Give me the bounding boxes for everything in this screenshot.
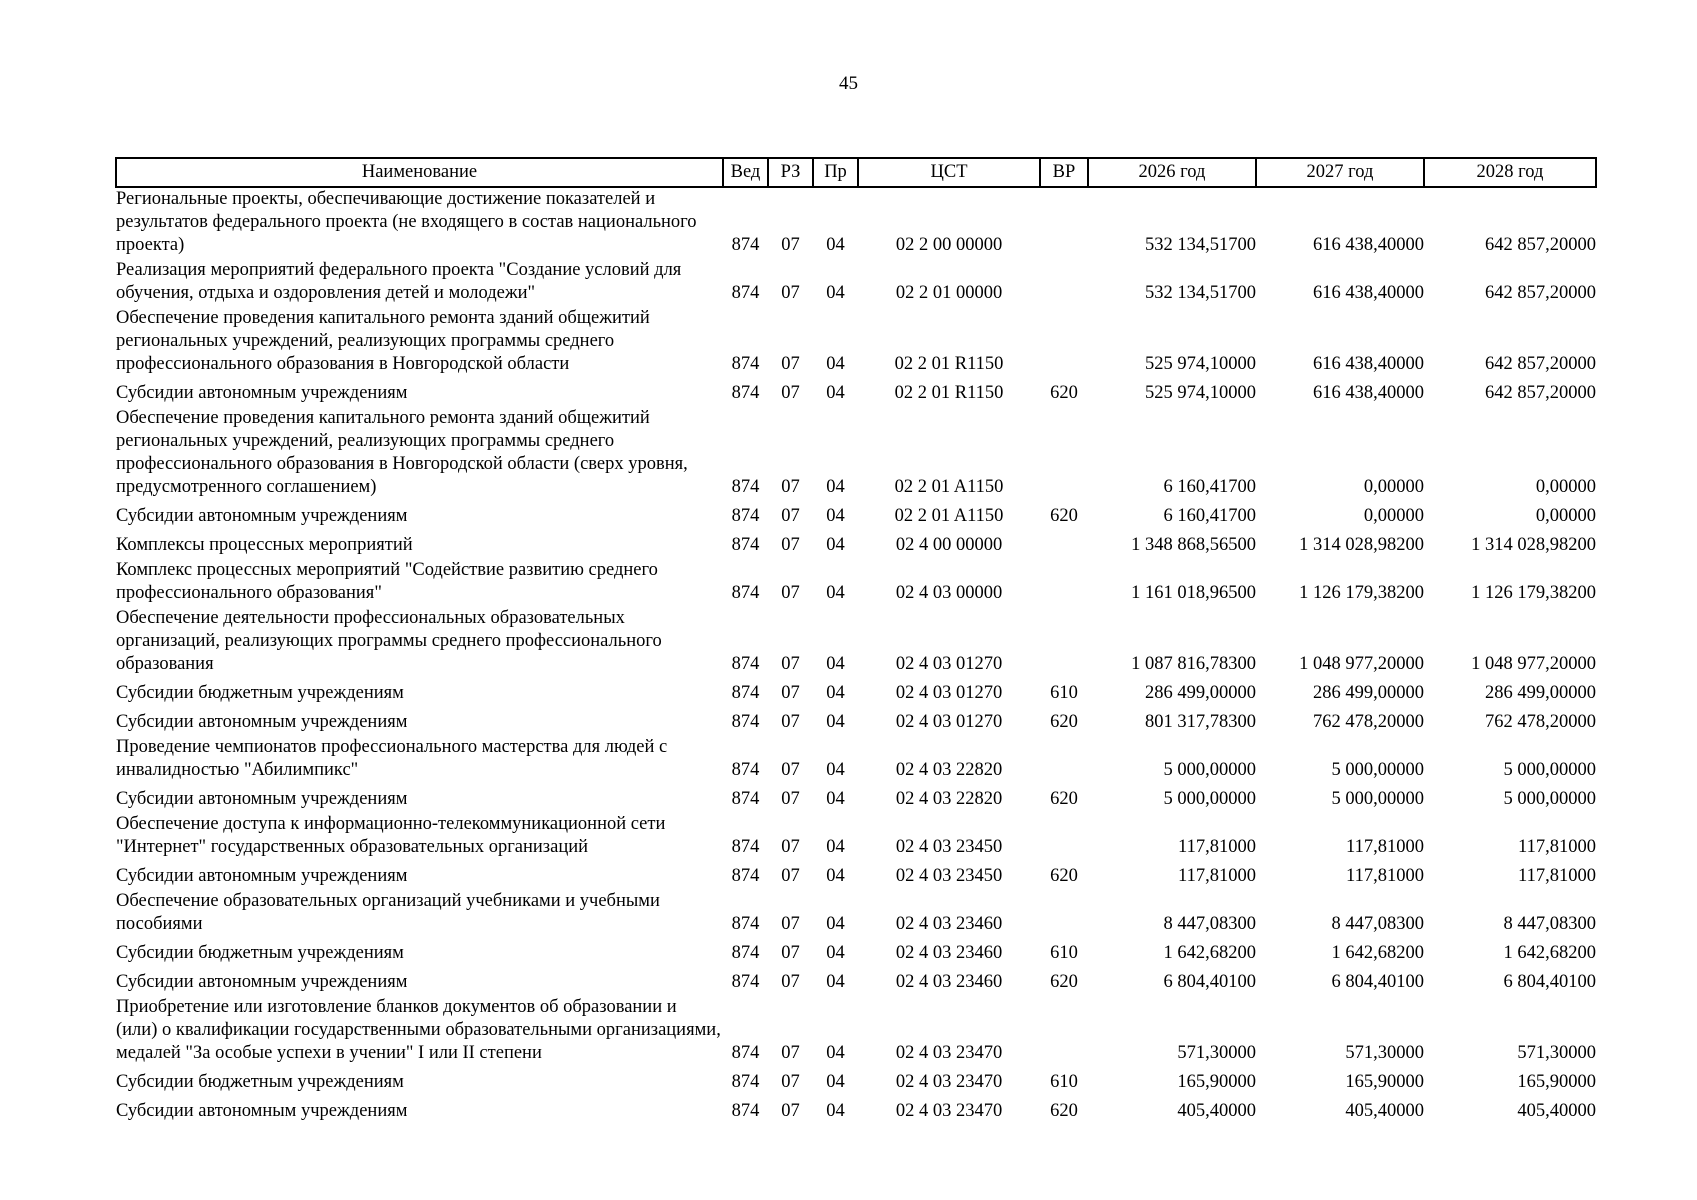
cell-2028: 5 000,00000 — [1503, 760, 1596, 780]
cell-pr: 04 — [826, 1043, 845, 1063]
cell-2028: 642 857,20000 — [1485, 354, 1596, 374]
cell-2026: 286 499,00000 — [1145, 683, 1256, 703]
table-row — [116, 813, 1596, 861]
cell-rz: 07 — [781, 354, 800, 374]
cell-2027: 616 438,40000 — [1313, 383, 1424, 403]
cell-pr: 04 — [826, 383, 845, 403]
cell-2026: 117,81000 — [1178, 866, 1256, 886]
header-ved: Вед — [723, 158, 768, 187]
cell-name: Региональные проекты, обеспечивающие достижение показателей и результатов федерального проекта (не входящего в состав национального проекта) — [116, 189, 697, 255]
cell-rz: 07 — [781, 506, 800, 526]
cell-cst: 02 4 03 23470 — [895, 1043, 1003, 1063]
cell-ved: 874 — [731, 837, 760, 857]
table-row — [116, 707, 1596, 736]
cell-2028: 0,00000 — [1535, 506, 1596, 526]
cell-2027: 117,81000 — [1346, 837, 1424, 857]
cell-name: Комплексы процессных мероприятий — [116, 535, 413, 555]
cell-2028: 6 804,40100 — [1503, 972, 1596, 992]
cell-2026: 6 160,41700 — [1163, 477, 1256, 497]
cell-cst: 02 4 03 23470 — [895, 1101, 1003, 1121]
cell-rz: 07 — [781, 789, 800, 809]
cell-2027: 0,00000 — [1363, 477, 1424, 497]
header-2026: 2026 год — [1088, 158, 1256, 187]
cell-2026: 117,81000 — [1178, 837, 1256, 857]
cell-pr: 04 — [826, 354, 845, 374]
cell-rz: 07 — [781, 235, 800, 255]
cell-cst: 02 4 03 23450 — [895, 866, 1003, 886]
cell-pr: 04 — [826, 1072, 845, 1092]
header-2028: 2028 год — [1424, 158, 1596, 187]
cell-name: Реализация мероприятий федерального проекта "Создание условий для обучения, отдыха и оздоровления детей и молодежи" — [116, 260, 682, 303]
cell-2026: 571,30000 — [1177, 1043, 1256, 1063]
cell-name: Субсидии автономным учреждениям — [116, 972, 408, 992]
cell-2026: 8 447,08300 — [1163, 914, 1256, 934]
cell-ved: 874 — [731, 383, 760, 403]
cell-ved: 874 — [731, 535, 760, 555]
cell-ved: 874 — [731, 760, 760, 780]
cell-pr: 04 — [826, 583, 845, 603]
cell-2028: 642 857,20000 — [1485, 283, 1596, 303]
cell-name: Субсидии бюджетным учреждениям — [116, 1072, 404, 1092]
cell-2027: 616 438,40000 — [1313, 354, 1424, 374]
cell-pr: 04 — [826, 943, 845, 963]
header-rz: РЗ — [768, 158, 813, 187]
cell-cst: 02 2 01 A1150 — [894, 506, 1004, 526]
cell-ved: 874 — [731, 943, 760, 963]
budget-table — [115, 157, 1597, 1125]
table-row — [116, 678, 1596, 707]
table-row — [116, 784, 1596, 813]
cell-rz: 07 — [781, 972, 800, 992]
cell-cst: 02 2 01 00000 — [895, 283, 1003, 303]
cell-rz: 07 — [781, 866, 800, 886]
cell-ved: 874 — [731, 477, 760, 497]
cell-cst: 02 2 00 00000 — [895, 235, 1003, 255]
cell-vr: 620 — [1050, 972, 1078, 992]
cell-ved: 874 — [731, 235, 760, 255]
cell-rz: 07 — [781, 477, 800, 497]
cell-rz: 07 — [781, 914, 800, 934]
cell-cst: 02 4 03 23460 — [895, 972, 1003, 992]
cell-vr — [1040, 813, 1088, 861]
cell-pr: 04 — [826, 654, 845, 674]
cell-2027: 6 804,40100 — [1331, 972, 1424, 992]
cell-name: Проведение чемпионатов профессионального мастерства для людей с инвалидностью "Абилимпикс" — [116, 737, 668, 780]
table-row — [116, 996, 1596, 1067]
cell-2028: 405,40000 — [1517, 1101, 1596, 1121]
cell-name: Субсидии бюджетным учреждениям — [116, 943, 404, 963]
cell-rz: 07 — [781, 760, 800, 780]
cell-2028: 117,81000 — [1518, 837, 1596, 857]
cell-ved: 874 — [731, 1101, 760, 1121]
cell-2026: 1 087 816,78300 — [1131, 654, 1256, 674]
table-row — [116, 259, 1596, 307]
cell-vr: 620 — [1050, 712, 1078, 732]
cell-ved: 874 — [731, 654, 760, 674]
cell-name: Субсидии бюджетным учреждениям — [116, 683, 404, 703]
cell-2027: 405,40000 — [1345, 1101, 1424, 1121]
cell-vr: 610 — [1050, 1072, 1078, 1092]
cell-2028: 117,81000 — [1518, 866, 1596, 886]
cell-2026: 6 804,40100 — [1163, 972, 1256, 992]
cell-2028: 571,30000 — [1517, 1043, 1596, 1063]
cell-2026: 1 161 018,96500 — [1131, 583, 1256, 603]
cell-pr: 04 — [826, 914, 845, 934]
cell-pr: 04 — [826, 477, 845, 497]
cell-cst: 02 4 03 23450 — [895, 837, 1003, 857]
cell-cst: 02 2 01 R1150 — [894, 354, 1004, 374]
cell-2028: 1 048 977,20000 — [1471, 654, 1596, 674]
cell-vr — [1040, 736, 1088, 784]
cell-cst: 02 2 01 R1150 — [894, 383, 1004, 403]
cell-vr — [1040, 607, 1088, 678]
cell-vr — [1040, 996, 1088, 1067]
cell-2026: 5 000,00000 — [1163, 760, 1256, 780]
cell-vr: 620 — [1050, 1101, 1078, 1121]
cell-cst: 02 4 00 00000 — [895, 535, 1003, 555]
table-row — [116, 967, 1596, 996]
cell-2026: 165,90000 — [1177, 1072, 1256, 1092]
cell-vr — [1040, 187, 1088, 259]
cell-2026: 532 134,51700 — [1145, 283, 1256, 303]
cell-cst: 02 4 03 23470 — [895, 1072, 1003, 1092]
cell-vr — [1040, 559, 1088, 607]
table-header — [116, 158, 1596, 187]
cell-pr: 04 — [826, 972, 845, 992]
cell-name: Субсидии автономным учреждениям — [116, 866, 408, 886]
cell-name: Обеспечение образовательных организаций учебниками и учебными пособиями — [116, 891, 660, 934]
cell-name: Субсидии автономным учреждениям — [116, 383, 408, 403]
cell-2027: 1 314 028,98200 — [1299, 535, 1424, 555]
cell-2028: 1 126 179,38200 — [1471, 583, 1596, 603]
cell-2027: 1 642,68200 — [1331, 943, 1424, 963]
table-row — [116, 559, 1596, 607]
cell-2026: 6 160,41700 — [1163, 506, 1256, 526]
cell-2027: 762 478,20000 — [1313, 712, 1424, 732]
cell-ved: 874 — [731, 972, 760, 992]
cell-2027: 1 048 977,20000 — [1299, 654, 1424, 674]
cell-ved: 874 — [731, 712, 760, 732]
cell-pr: 04 — [826, 837, 845, 857]
cell-ved: 874 — [731, 1072, 760, 1092]
cell-2027: 571,30000 — [1345, 1043, 1424, 1063]
cell-name: Субсидии автономным учреждениям — [116, 712, 408, 732]
cell-2028: 286 499,00000 — [1485, 683, 1596, 703]
cell-name: Комплекс процессных мероприятий "Содействие развитию среднего профессионального образования" — [116, 560, 658, 603]
table-body — [116, 187, 1596, 1125]
cell-2028: 642 857,20000 — [1485, 383, 1596, 403]
header-2027: 2027 год — [1256, 158, 1424, 187]
cell-vr: 620 — [1050, 789, 1078, 809]
cell-pr: 04 — [826, 866, 845, 886]
cell-cst: 02 4 03 22820 — [895, 760, 1003, 780]
cell-2028: 1 314 028,98200 — [1471, 535, 1596, 555]
cell-vr — [1040, 259, 1088, 307]
table-row — [116, 1096, 1596, 1125]
cell-rz: 07 — [781, 383, 800, 403]
cell-rz: 07 — [781, 683, 800, 703]
cell-2027: 117,81000 — [1346, 866, 1424, 886]
cell-2027: 5 000,00000 — [1331, 760, 1424, 780]
cell-cst: 02 4 03 01270 — [895, 654, 1003, 674]
cell-name: Приобретение или изготовление бланков документов об образовании и (или) о квалификации государственными образовательными организациями, медалей "За особые успехи в учении" I или II степени — [116, 997, 721, 1063]
cell-ved: 874 — [731, 789, 760, 809]
cell-2027: 616 438,40000 — [1313, 283, 1424, 303]
cell-cst: 02 4 03 23460 — [895, 943, 1003, 963]
cell-2028: 1 642,68200 — [1503, 943, 1596, 963]
cell-rz: 07 — [781, 283, 800, 303]
cell-vr — [1040, 890, 1088, 938]
cell-pr: 04 — [826, 683, 845, 703]
cell-2026: 525 974,10000 — [1145, 354, 1256, 374]
cell-name: Субсидии автономным учреждениям — [116, 1101, 408, 1121]
table-row — [116, 736, 1596, 784]
cell-rz: 07 — [781, 712, 800, 732]
cell-2027: 0,00000 — [1363, 506, 1424, 526]
cell-2028: 5 000,00000 — [1503, 789, 1596, 809]
cell-2026: 405,40000 — [1177, 1101, 1256, 1121]
table-row — [116, 407, 1596, 501]
cell-pr: 04 — [826, 712, 845, 732]
cell-vr — [1040, 307, 1088, 378]
cell-pr: 04 — [826, 535, 845, 555]
table-row — [116, 378, 1596, 407]
cell-name: Субсидии автономным учреждениям — [116, 506, 408, 526]
table-row — [116, 861, 1596, 890]
cell-ved: 874 — [731, 866, 760, 886]
cell-ved: 874 — [731, 506, 760, 526]
cell-2028: 8 447,08300 — [1503, 914, 1596, 934]
cell-ved: 874 — [731, 914, 760, 934]
cell-vr: 620 — [1050, 506, 1078, 526]
cell-cst: 02 4 03 00000 — [895, 583, 1003, 603]
table-row — [116, 187, 1596, 259]
cell-2026: 801 317,78300 — [1145, 712, 1256, 732]
cell-2026: 1 348 868,56500 — [1131, 535, 1256, 555]
header-name: Наименование — [116, 158, 723, 187]
cell-ved: 874 — [731, 1043, 760, 1063]
cell-name: Обеспечение проведения капитального ремонта зданий общежитий региональных учреждений, реализующих программы среднего профессионального образования в Новгородской области — [116, 308, 650, 374]
table-row — [116, 938, 1596, 967]
cell-ved: 874 — [731, 683, 760, 703]
cell-pr: 04 — [826, 1101, 845, 1121]
cell-2027: 1 126 179,38200 — [1299, 583, 1424, 603]
cell-2027: 5 000,00000 — [1331, 789, 1424, 809]
table-row — [116, 607, 1596, 678]
table-row — [116, 307, 1596, 378]
cell-rz: 07 — [781, 1043, 800, 1063]
cell-2026: 5 000,00000 — [1163, 789, 1256, 809]
cell-name: Обеспечение проведения капитального ремонта зданий общежитий региональных учреждений, реализующих программы среднего профессионального образования в Новгородской области (сверх уровня, предусмотренного соглашением) — [116, 408, 688, 497]
cell-2027: 286 499,00000 — [1313, 683, 1424, 703]
cell-vr: 610 — [1050, 943, 1078, 963]
cell-2026: 525 974,10000 — [1145, 383, 1256, 403]
cell-rz: 07 — [781, 535, 800, 555]
cell-ved: 874 — [731, 283, 760, 303]
header-cst: ЦСТ — [858, 158, 1040, 187]
cell-2028: 0,00000 — [1535, 477, 1596, 497]
cell-vr: 620 — [1050, 383, 1078, 403]
cell-2026: 532 134,51700 — [1145, 235, 1256, 255]
cell-rz: 07 — [781, 837, 800, 857]
cell-2026: 1 642,68200 — [1163, 943, 1256, 963]
table-row — [116, 1067, 1596, 1096]
header-pr: Пр — [813, 158, 858, 187]
header-vr: ВР — [1040, 158, 1088, 187]
cell-rz: 07 — [781, 583, 800, 603]
cell-pr: 04 — [826, 235, 845, 255]
cell-pr: 04 — [826, 506, 845, 526]
page-number: 45 — [839, 73, 858, 94]
cell-cst: 02 4 03 01270 — [895, 712, 1003, 732]
cell-rz: 07 — [781, 654, 800, 674]
table-row — [116, 530, 1596, 559]
cell-vr: 620 — [1050, 866, 1078, 886]
cell-name: Обеспечение деятельности профессиональных образовательных организаций, реализующих программы среднего профессионального образования — [116, 608, 662, 674]
cell-ved: 874 — [731, 583, 760, 603]
table-row — [116, 501, 1596, 530]
header-row — [116, 158, 1596, 187]
cell-name: Обеспечение доступа к информационно-телекоммуникационной сети "Интернет" государственных образовательных организаций — [116, 814, 666, 857]
cell-pr: 04 — [826, 283, 845, 303]
cell-pr: 04 — [826, 760, 845, 780]
cell-2028: 165,90000 — [1517, 1072, 1596, 1092]
cell-rz: 07 — [781, 1072, 800, 1092]
cell-vr — [1040, 530, 1088, 559]
cell-pr: 04 — [826, 789, 845, 809]
cell-name: Субсидии автономным учреждениям — [116, 789, 408, 809]
cell-cst: 02 4 03 22820 — [895, 789, 1003, 809]
cell-ved: 874 — [731, 354, 760, 374]
cell-2027: 165,90000 — [1345, 1072, 1424, 1092]
cell-rz: 07 — [781, 1101, 800, 1121]
cell-2027: 616 438,40000 — [1313, 235, 1424, 255]
cell-cst: 02 4 03 23460 — [895, 914, 1003, 934]
cell-cst: 02 4 03 01270 — [895, 683, 1003, 703]
table-row — [116, 890, 1596, 938]
cell-2027: 8 447,08300 — [1331, 914, 1424, 934]
cell-vr: 610 — [1050, 683, 1078, 703]
cell-2028: 642 857,20000 — [1485, 235, 1596, 255]
cell-2028: 762 478,20000 — [1485, 712, 1596, 732]
cell-rz: 07 — [781, 943, 800, 963]
cell-cst: 02 2 01 A1150 — [894, 477, 1004, 497]
cell-vr — [1040, 407, 1088, 501]
